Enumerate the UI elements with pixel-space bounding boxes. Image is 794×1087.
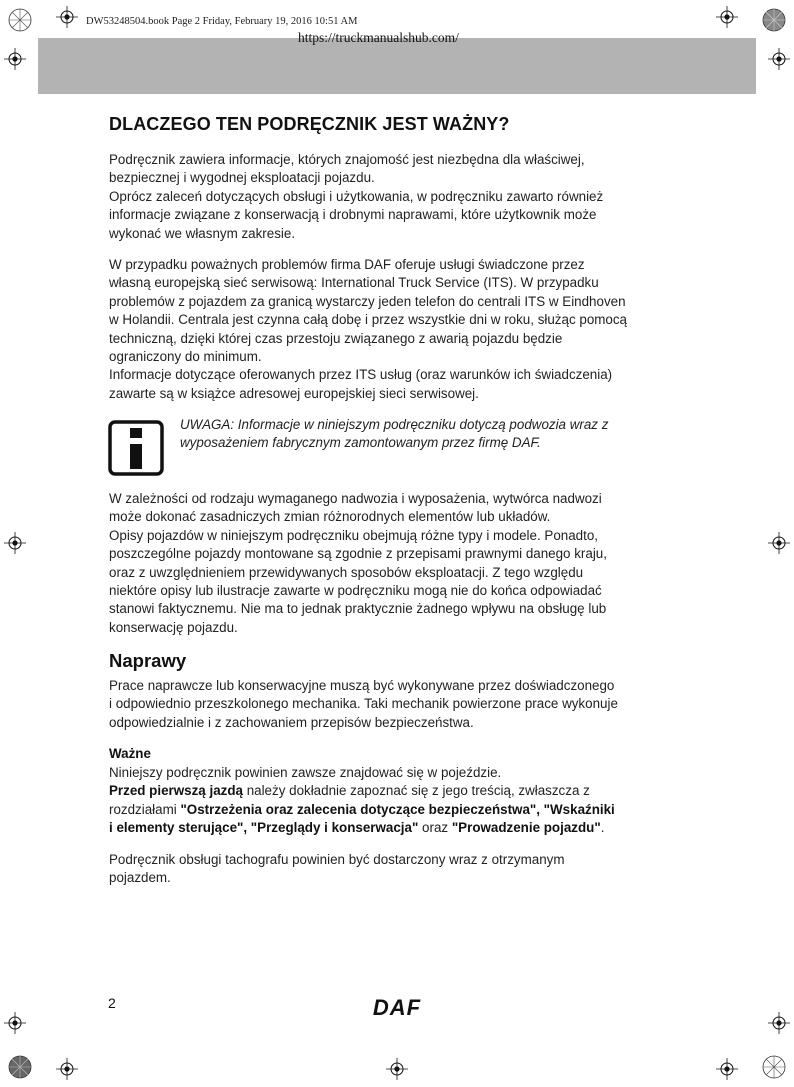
text-line: bezpiecznej i wygodnej eksploatacji pojazdu. xyxy=(109,170,375,186)
registration-mark-icon xyxy=(768,532,790,554)
text-line: i odpowiednio przeszkolonego mechanika. Taki mechanik powierzone prace wykonuje xyxy=(109,696,618,712)
text-line: Niniejszy podręcznik powinien zawsze znajdować się w pojeździe. xyxy=(109,765,502,780)
text-line: techniczną, dzięki której czas przestoju związanego z awarią pojazdu będzie xyxy=(109,330,563,346)
text-line xyxy=(109,782,689,800)
registration-mark-icon xyxy=(768,1012,790,1034)
text-line: Oprócz zaleceń dotyczących obsługi i użytkowania, w podręczniku zawarto również xyxy=(109,188,604,204)
tacho-paragraph xyxy=(109,851,689,888)
info-icon xyxy=(108,420,164,476)
text-line: poszczególne pojazdy montowane są zgodnie z przepisami prawnymi danego kraju, xyxy=(109,546,607,562)
text-line: UWAGA: Informacje w niniejszym podręczniku dotyczą podwozia wraz z xyxy=(180,417,609,432)
text-line: pojazdem. xyxy=(109,870,171,886)
note-text xyxy=(180,416,680,453)
text-line xyxy=(109,819,689,837)
registration-mark-icon xyxy=(768,48,790,70)
text-line: Podręcznik zawiera informacje, których znajomość jest niezbędna dla właściwej, xyxy=(109,152,585,167)
registration-mark-icon xyxy=(4,532,26,554)
registration-mark-icon xyxy=(4,48,26,70)
crop-rose-icon xyxy=(762,8,786,32)
daf-logo xyxy=(360,998,434,1018)
crop-rose-icon xyxy=(762,1055,786,1079)
bold-text: Przed pierwszą jazdą xyxy=(109,783,243,799)
text-line: problemów z pojazdem za granicą wystarczy jeden telefon do centrali ITS w Eindhoven xyxy=(109,293,626,309)
bold-text: "Ostrzeżenia oraz zalecenia dotyczące bezpieczeństwa", "Wskaźniki xyxy=(180,801,615,817)
body-paragraph xyxy=(109,490,689,637)
book-meta: DW53248504.book Page 2 Friday, February 19, 2016 10:51 AM xyxy=(86,16,358,27)
text-line: Informacje dotyczące oferowanych przez ITS usług (oraz warunków ich świadczenia) xyxy=(109,367,613,383)
registration-mark-icon xyxy=(716,1058,738,1080)
crop-rose-icon xyxy=(8,1055,32,1079)
inline-text: . xyxy=(600,820,605,836)
registration-mark-icon xyxy=(716,6,738,28)
text-line: własną europejską sieć serwisową: International Truck Service (ITS). W przypadku xyxy=(109,275,599,291)
text-line: W przypadku poważnych problemów firma DAF oferuje usługi świadczone przez xyxy=(109,257,585,272)
bold-text: i elementy sterujące", "Przeglądy i konserwacja" xyxy=(109,820,419,836)
text-line: niektóre opisy lub ilustracje zawarte w podręczniku mogą nie do końca odpowiadać xyxy=(109,583,602,599)
text-line: może dokonać zasadniczych zmian różnorodnych elementów lub układów. xyxy=(109,509,551,525)
text-line: konserwację pojazdu. xyxy=(109,619,238,635)
text-line: oraz z uwzględnieniem przewidywanych sposobów eksploatacji. Z tego względu xyxy=(109,564,584,580)
header-band xyxy=(38,38,756,94)
text-line xyxy=(109,801,689,819)
page-number: 2 xyxy=(108,995,116,1011)
text-line: informacje związane z konserwacją i drobnymi naprawami, które użytkownik może xyxy=(109,207,597,223)
registration-mark-icon xyxy=(56,6,78,28)
bold-text: "Prowadzenie pojazdu" xyxy=(451,820,601,836)
text-line: stanowi faktycznemu. Nie ma to jednak praktycznie żadnego wpływu na obsługę lub xyxy=(109,601,607,617)
registration-mark-icon xyxy=(56,1058,78,1080)
text-line: Prace naprawcze lub konserwacyjne muszą być wykonywane przez doświadczonego xyxy=(109,678,615,693)
inline-text: należy dokładnie zapoznać się z jego treścią, zwłaszcza z xyxy=(242,783,590,799)
text-line: odpowiedzialnie i z zachowaniem przepisów bezpieczeństwa. xyxy=(109,714,474,730)
crop-rose-icon xyxy=(8,8,32,32)
inline-text: rozdziałami xyxy=(109,801,181,817)
text-line: zawarte są w książce adresowej europejskiej sieci serwisowej. xyxy=(109,385,479,401)
text-line: W zależności od rodzaju wymaganego nadwozia i wyposażenia, wytwórca nadwozi xyxy=(109,491,602,506)
important-paragraph xyxy=(109,764,689,838)
its-paragraph xyxy=(109,256,689,403)
text-line: ograniczony do minimum. xyxy=(109,349,262,365)
source-url[interactable]: https://truckmanualshub.com/ xyxy=(298,30,459,45)
page-title: DLACZEGO TEN PODRĘCZNIK JEST WAŻNY? xyxy=(109,114,510,134)
section-heading-repairs: Naprawy xyxy=(109,650,187,671)
repairs-paragraph xyxy=(109,677,689,732)
daf-logo-text: DAF xyxy=(372,998,422,1018)
inline-text: oraz xyxy=(418,820,452,836)
registration-mark-icon xyxy=(4,1012,26,1034)
text-line: wykonać we własnym zakresie. xyxy=(109,225,296,241)
intro-paragraph xyxy=(109,151,689,243)
text-line: w Holandii. Centrala jest czynna całą dobę i przez wszystkie dni w roku, służąc pomocą xyxy=(109,312,628,328)
text-line: Podręcznik obsługi tachografu powinien być dostarczony wraz z otrzymanym xyxy=(109,852,565,867)
text-line: Opisy pojazdów w niniejszym podręczniku obejmują różne typy i modele. Ponadto, xyxy=(109,527,599,543)
sub-heading-important: Ważne xyxy=(109,746,151,761)
text-line: wyposażeniem fabrycznym zamontowanym przez firmę DAF. xyxy=(180,435,541,451)
registration-mark-icon xyxy=(386,1058,408,1080)
